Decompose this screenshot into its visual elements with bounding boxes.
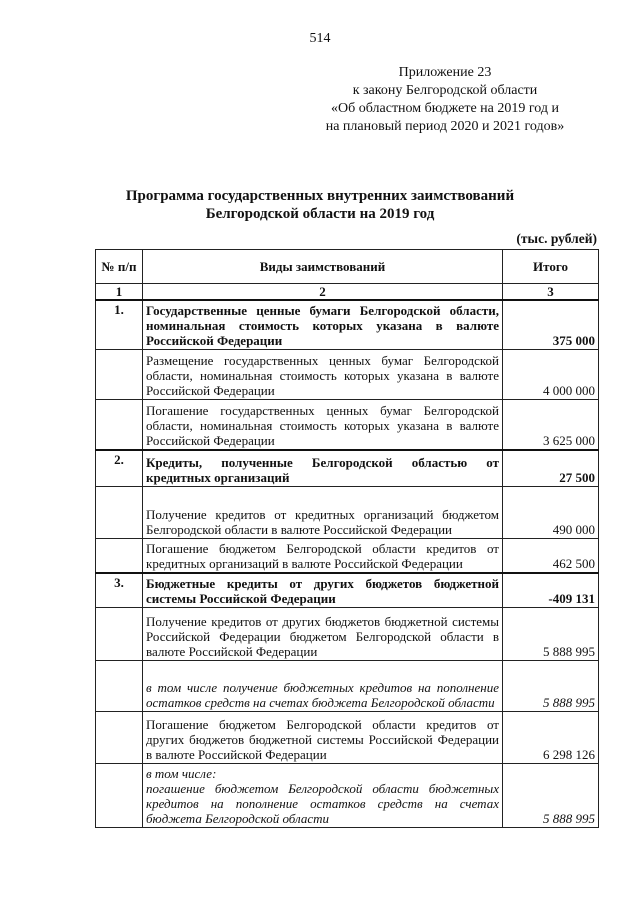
row-amount: 5 888 995 bbox=[503, 763, 599, 827]
table-row bbox=[96, 607, 599, 660]
row-amount: 462 500 bbox=[503, 538, 599, 573]
page-number: 514 bbox=[309, 31, 331, 46]
row-number bbox=[96, 538, 143, 573]
header-type: Виды заимствований bbox=[143, 250, 503, 284]
colnum-3: 3 bbox=[503, 284, 599, 301]
table-header-row bbox=[96, 250, 599, 284]
row-description: Погашение государственных ценных бумаг Белгородской области, номинальная стоимость которых указана в валюте Российской Федерации bbox=[143, 399, 503, 450]
row-description: Размещение государственных ценных бумаг Белгородской области, номинальная стоимость которых указана в валюте Российской Федерации bbox=[143, 349, 503, 399]
row-description: Получение кредитов от других бюджетов бюджетной системы Российской Федерации бюджетом Белгородской области в валюте Российской Федерации bbox=[143, 607, 503, 660]
row-description bbox=[143, 763, 503, 827]
row-description: в том числе получение бюджетных кредитов на пополнение остатков средств на счетах бюджета Белгородской области bbox=[143, 660, 503, 711]
table-row bbox=[96, 300, 599, 349]
row-number bbox=[96, 349, 143, 399]
borrowings-table bbox=[95, 249, 599, 828]
appendix-note bbox=[290, 64, 600, 136]
row-amount: 490 000 bbox=[503, 486, 599, 538]
row-number: 1. bbox=[96, 300, 143, 349]
header-num: № п/п bbox=[96, 250, 143, 284]
row-amount: 5 888 995 bbox=[503, 660, 599, 711]
row-description: Бюджетные кредиты от других бюджетов бюджетной системы Российской Федерации bbox=[143, 573, 503, 607]
row-amount: 375 000 bbox=[503, 300, 599, 349]
table-row bbox=[96, 399, 599, 450]
row-number bbox=[96, 607, 143, 660]
row-amount: -409 131 bbox=[503, 573, 599, 607]
row-description: Погашение бюджетом Белгородской области кредитов от кредитных организаций в валюте Российской Федерации bbox=[143, 538, 503, 573]
row-amount: 6 298 126 bbox=[503, 711, 599, 763]
appendix-line: «Об областном бюджете на 2019 год и bbox=[331, 101, 559, 116]
row-number: 3. bbox=[96, 573, 143, 607]
appendix-line: на плановый период 2020 и 2021 годов» bbox=[325, 119, 565, 134]
row-number bbox=[96, 486, 143, 538]
row-number bbox=[96, 399, 143, 450]
table-row bbox=[96, 486, 599, 538]
header-total: Итого bbox=[503, 250, 599, 284]
table-row bbox=[96, 711, 599, 763]
table-row bbox=[96, 660, 599, 711]
table-row bbox=[96, 538, 599, 573]
row-number bbox=[96, 763, 143, 827]
row-number bbox=[96, 660, 143, 711]
title-line: Белгородской области на 2019 год bbox=[205, 206, 435, 222]
row-description: Кредиты, полученные Белгородской областью от кредитных организаций bbox=[143, 450, 503, 486]
row-description-prefix: в том числе: bbox=[146, 765, 217, 781]
table-row bbox=[96, 450, 599, 486]
appendix-line: к закону Белгородской области bbox=[352, 83, 538, 98]
appendix-line: Приложение 23 bbox=[398, 65, 492, 80]
row-description: Погашение бюджетом Белгородской области кредитов от других бюджетов бюджетной системы Российской Федерации в валюте Российской Федерации bbox=[143, 711, 503, 763]
row-amount: 3 625 000 bbox=[503, 399, 599, 450]
row-amount: 5 888 995 bbox=[503, 607, 599, 660]
row-description: Государственные ценные бумаги Белгородской области, номинальная стоимость которых указана в валюте Российской Федерации bbox=[143, 300, 503, 349]
row-amount: 27 500 bbox=[503, 450, 599, 486]
colnum-1: 1 bbox=[96, 284, 143, 301]
row-number: 2. bbox=[96, 450, 143, 486]
title-line: Программа государственных внутренних заимствований bbox=[125, 188, 515, 204]
table-row bbox=[96, 573, 599, 607]
colnum-2: 2 bbox=[143, 284, 503, 301]
column-number-row bbox=[96, 284, 599, 301]
row-amount: 4 000 000 bbox=[503, 349, 599, 399]
document-title bbox=[60, 187, 580, 223]
units-label: (тыс. рублей) bbox=[516, 231, 597, 246]
row-description: Получение кредитов от кредитных организаций бюджетом Белгородской области в валюте Российской Федерации bbox=[143, 486, 503, 538]
row-description-text: погашение бюджетом Белгородской области бюджетных кредитов на пополнение остатков средств на счетах бюджета Белгородской области bbox=[146, 780, 499, 826]
row-number bbox=[96, 711, 143, 763]
table-row bbox=[96, 349, 599, 399]
table-row bbox=[96, 763, 599, 827]
